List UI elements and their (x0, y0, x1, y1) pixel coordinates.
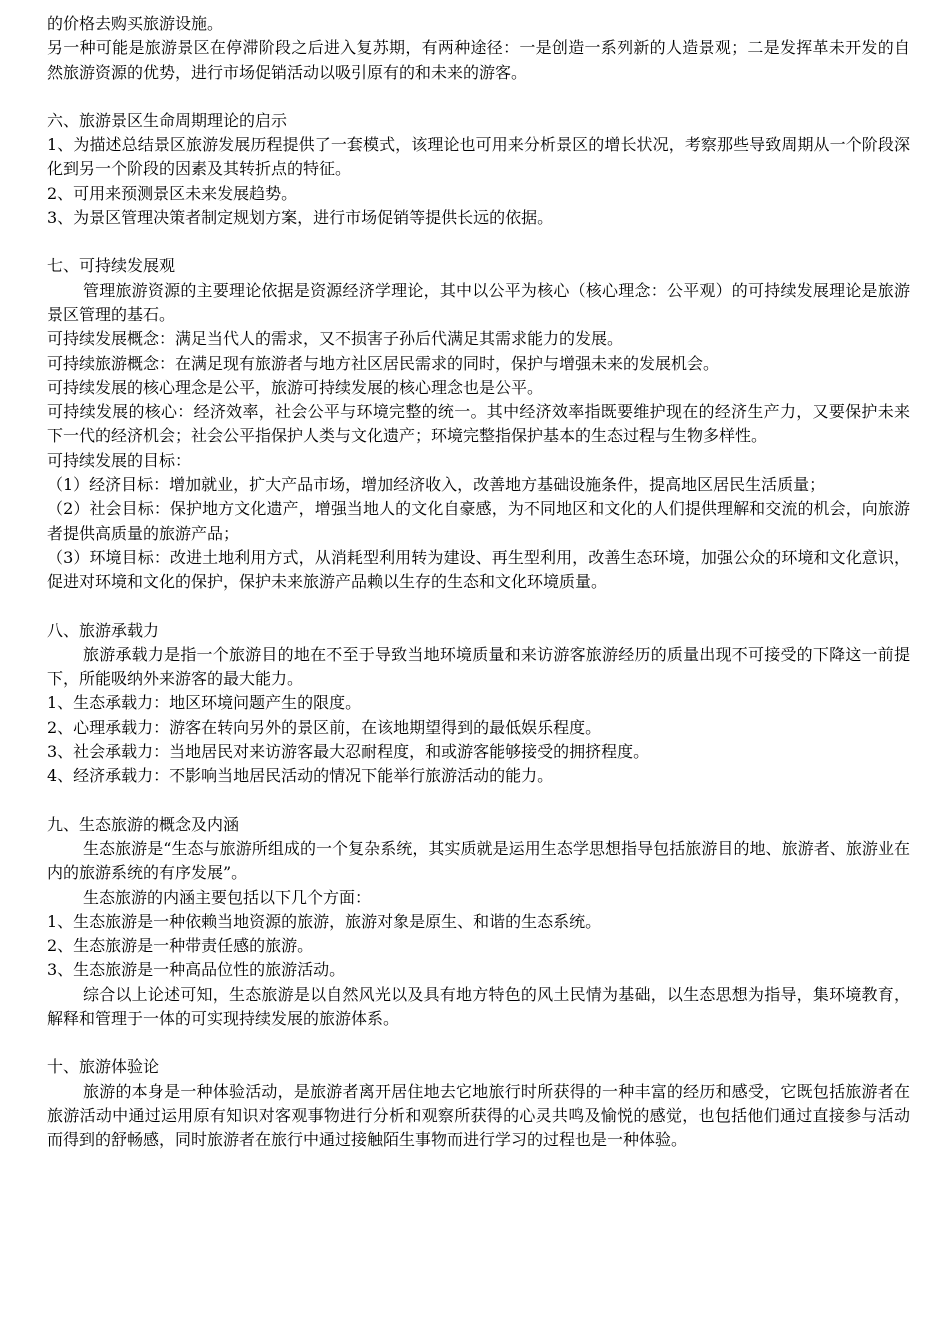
paragraph: 可持续发展的核心：经济效率，社会公平与环境完整的统一。其中经济效率指既要维护现在的经济生产力，又要保护未来下一代的经济机会；社会公平指保护人类与文化遗产；环境完整指保护基本的生态过程与生物多样性。 (47, 402, 910, 446)
paragraph: 可持续发展的核心理念是公平，旅游可持续发展的核心理念也是公平。 (47, 377, 544, 397)
paragraph: 管理旅游资源的主要理论依据是资源经济学理论，其中以公平为核心（核心理念：公平观）的可持续发展理论是旅游景区管理的基石。 (47, 280, 910, 324)
section-heading: 十、旅游体验论 (47, 1057, 160, 1077)
list-item: 4、经济承载力：不影响当地居民活动的情况下能举行旅游活动的能力。 (47, 766, 554, 786)
list-item: 2、可用来预测景区未来发展趋势。 (47, 183, 298, 203)
section-7 (47, 254, 910, 594)
spacer (47, 1031, 910, 1055)
section-heading: 七、可持续发展观 (47, 256, 176, 276)
paragraph: 旅游的本身是一种体验活动，是旅游者离开居住地去它地旅行时所获得的一种丰富的经历和感受，它既包括旅游者在旅游活动中通过运用原有知识对客观事物进行分析和观察所获得的心灵共鸣及愉悦的感觉，也包括他们通过直接参与活动而得到的舒畅感，同时旅游者在旅行中通过接触陌生事物而进行学习的过程也是一种体验。 (47, 1081, 910, 1150)
list-item: 1、生态旅游是一种依赖当地资源的旅游，旅游对象是原生、和谐的生态系统。 (47, 911, 602, 931)
paragraph: 生态旅游的内涵主要包括以下几个方面： (83, 887, 372, 907)
paragraph: 生态旅游是“生态与旅游所组成的一个复杂系统，其实质就是运用生态学思想指导包括旅游目的地、旅游者、旅游业在内的旅游系统的有序发展”。 (47, 838, 910, 883)
paragraph: 的价格去购买旅游设施。 (47, 14, 224, 33)
spacer (47, 230, 910, 254)
list-item: （1）经济目标：增加就业，扩大产品市场，增加经济收入，改善地方基础设施条件，提高地区居民生活质量； (47, 475, 826, 495)
section-9 (47, 813, 910, 1032)
spacer (47, 85, 910, 109)
paragraph: 可持续旅游概念：在满足现有旅游者与地方社区居民需求的同时，保护与增强未来的发展机会。 (47, 353, 720, 373)
section-8 (47, 619, 910, 789)
list-item: 3、生态旅游是一种高品位性的旅游活动。 (47, 960, 346, 980)
list-item: 3、为景区管理决策者制定规划方案，进行市场促销等提供长远的依据。 (47, 208, 554, 228)
spacer (47, 789, 910, 813)
paragraph: 另一种可能是旅游景区在停滞阶段之后进入复苏期，有两种途径：一是创造一系列新的人造景观；二是发挥革未开发的自然旅游资源的优势，进行市场促销活动以吸引原有的和未来的游客。 (47, 38, 910, 82)
paragraph: 可持续发展的目标： (47, 450, 192, 470)
spacer (47, 595, 910, 619)
list-item: （3）环境目标：改进土地利用方式，从消耗型利用转为建设、再生型利用，改善生态环境，加强公众的环境和文化意识，促进对环境和文化的保护，保护未来旅游产品赖以生存的生态和文化环境质量。 (47, 547, 910, 592)
list-item: 3、社会承载力：当地居民对来访游客最大忍耐程度，和或游客能够接受的拥挤程度。 (47, 742, 650, 762)
list-item: 1、生态承载力：地区环境问题产生的限度。 (47, 693, 362, 713)
list-item: 2、生态旅游是一种带责任感的旅游。 (47, 936, 314, 956)
section-6 (47, 109, 910, 230)
list-item: （2）社会目标：保护地方文化遗产，增强当地人的文化自豪感，为不同地区和文化的人们提供理解和交流的机会，向旅游者提供高质量的旅游产品； (47, 499, 910, 543)
paragraph: 综合以上论述可知，生态旅游是以自然风光以及具有地方特色的风土民情为基础，以生态思想为指导，集环境教育，解释和管理于一体的可实现持续发展的旅游体系。 (47, 984, 910, 1028)
paragraph: 旅游承载力是指一个旅游目的地在不至于导致当地环境质量和来访游客旅游经历的质量出现不可接受的下降这一前提下，所能吸纳外来游客的最大能力。 (47, 644, 910, 689)
paragraph: 可持续发展概念：满足当代人的需求，又不损害子孙后代满足其需求能力的发展。 (47, 329, 624, 349)
list-item: 2、心理承载力：游客在转向另外的景区前，在该地期望得到的最低娱乐程度。 (47, 717, 602, 737)
section-10 (47, 1055, 910, 1152)
section-heading: 八、旅游承载力 (47, 620, 160, 640)
section-heading: 九、生态旅游的概念及内涵 (47, 814, 240, 834)
list-item: 1、为描述总结景区旅游发展历程提供了一套模式，该理论也可用来分析景区的增长状况，考察那些导致周期从一个阶段深化到另一个阶段的因素及其转折点的特征。 (47, 135, 910, 179)
section-heading: 六、旅游景区生命周期理论的启示 (47, 110, 288, 130)
